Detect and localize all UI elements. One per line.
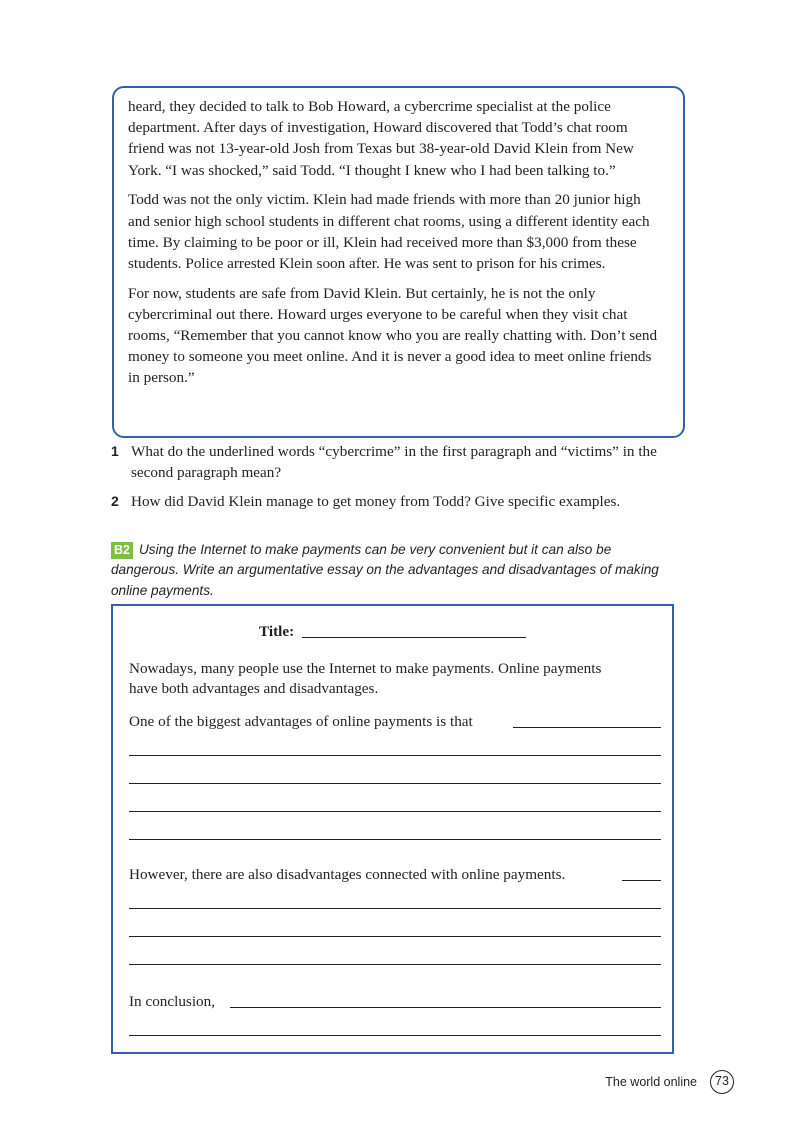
- question-number: 2: [111, 493, 119, 509]
- essay-intro-line: have both advantages and disadvantages.: [129, 680, 379, 697]
- writing-line[interactable]: [129, 936, 661, 937]
- task-tag-badge: B2: [111, 542, 133, 559]
- advantages-prompt: One of the biggest advantages of online payments is that: [129, 713, 473, 730]
- essay-intro-line: Nowadays, many people use the Internet to make payments. Online payments: [129, 660, 602, 677]
- essay-writing-frame: [111, 604, 674, 1054]
- writing-line[interactable]: [129, 1035, 661, 1036]
- reading-paragraph: For now, students are safe from David Klein. But certainly, he is not the only cybercriminal out there. Howard urges everyone to be careful when they visit chat rooms, “Remember that you cannot know who you are really chatting with. Don’t send money to someone you meet online. And it is never a good idea to meet online friends in person.”: [128, 284, 658, 387]
- writing-line[interactable]: [129, 964, 661, 965]
- reading-paragraph: heard, they decided to talk to Bob Howard, a cybercrime specialist at the police department. After days of investigation, Howard discovered that Todd’s chat room friend was not 13-year-old Josh from Texas but 38-year-old David Klein from New York. “I was shocked,” said Todd. “I thought I knew who I had been talking to.”: [128, 98, 634, 179]
- writing-blank[interactable]: [622, 880, 661, 881]
- writing-blank[interactable]: [513, 727, 661, 728]
- page-number-badge: 73: [710, 1070, 734, 1094]
- task-b2-instruction: [111, 540, 681, 601]
- writing-line[interactable]: [129, 755, 661, 756]
- question-2: [111, 491, 686, 512]
- essay-title-row: [259, 622, 559, 642]
- writing-blank[interactable]: [230, 1007, 661, 1008]
- writing-line[interactable]: [129, 908, 661, 909]
- reading-paragraph: Todd was not the only victim. Klein had made friends with more than 20 junior high and senior high school students in different chat rooms, using a different identity each time. By claiming to be poor or ill, Klein had received more than $3,000 from these students. Police arrested Klein soon after. He was sent to prison for his crimes.: [128, 191, 650, 272]
- essay-title-blank[interactable]: [302, 637, 526, 638]
- question-1: [111, 441, 686, 483]
- question-text: What do the underlined words “cybercrime” in the first paragraph and “victims” in the second paragraph mean?: [131, 443, 657, 482]
- reading-passage-box: [112, 86, 685, 438]
- task-instruction-text: Using the Internet to make payments can be very convenient but it can also be dangerous. Write an argumentative essay on the advantages and disadvantages of making online payments.: [111, 542, 659, 598]
- footer-section-title: The world online: [605, 1075, 697, 1089]
- writing-line[interactable]: [129, 839, 661, 840]
- writing-line[interactable]: [129, 811, 661, 812]
- writing-line[interactable]: [129, 783, 661, 784]
- conclusion-prompt: In conclusion,: [129, 993, 216, 1010]
- essay-title-label: Title:: [259, 623, 295, 640]
- question-text: How did David Klein manage to get money from Todd? Give specific examples.: [131, 493, 621, 510]
- question-number: 1: [111, 443, 119, 459]
- disadvantages-prompt: However, there are also disadvantages connected with online payments.: [129, 866, 566, 883]
